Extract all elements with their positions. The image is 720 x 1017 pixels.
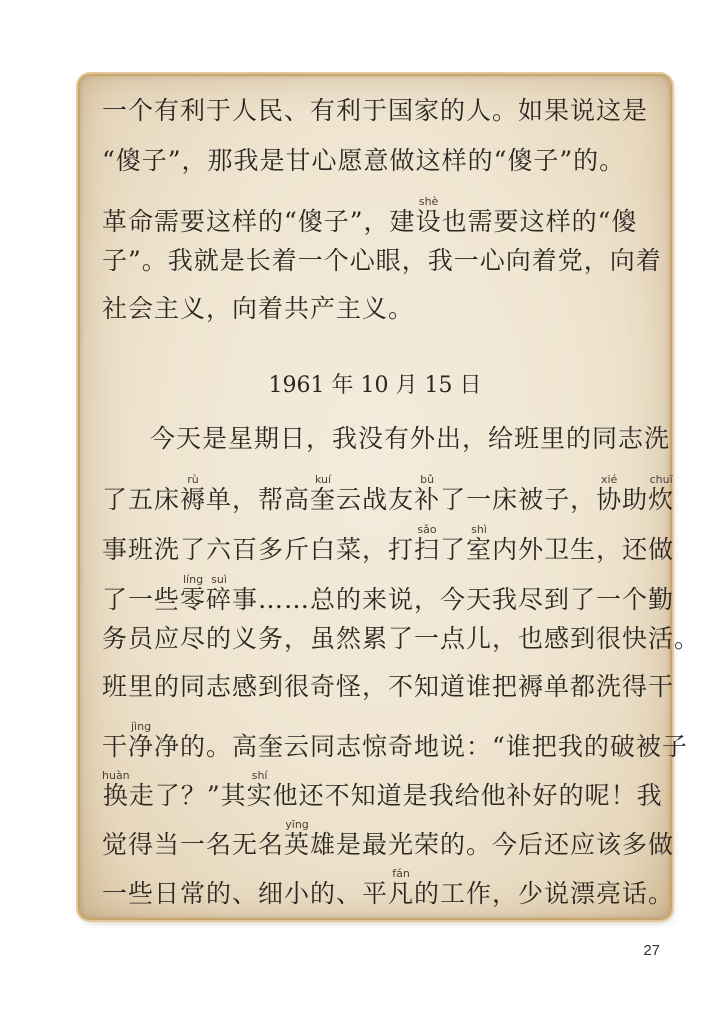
pinyin-label: rù: [180, 473, 207, 486]
pinyin-annotated-char: [206, 573, 233, 614]
text-segment: 一个有利于人民、有利于国家的人。如果说这是: [102, 96, 649, 125]
pinyin-label: shè: [415, 195, 442, 208]
text-segment: 务员应尽的义务，虽然累了一点儿，也感到很快活。: [102, 624, 701, 653]
text-line: [102, 146, 650, 176]
pinyin-annotated-char: [102, 769, 130, 810]
pinyin-annotated-char: [415, 195, 442, 236]
text-segment: 了一床被子，: [440, 485, 597, 514]
pinyin-label: yīng: [284, 818, 311, 831]
page-number: 27: [643, 942, 660, 959]
pinyin-annotated-char: [388, 867, 415, 908]
text-segment: 革命需要这样的“傻子”，建: [102, 207, 416, 236]
text-segment: 也需要这样的“傻: [441, 207, 638, 236]
pinyin-label: shí: [246, 769, 273, 782]
pinyin-label: sǎo: [414, 523, 441, 536]
pinyin-annotated-char: [180, 473, 207, 514]
text-segment: 社会主义，向着共产主义。: [102, 294, 415, 323]
annotated-character: 设: [415, 207, 442, 236]
text-segment: 觉得当一名无名: [102, 830, 285, 859]
pinyin-annotated-char: [596, 473, 623, 514]
text-segment: 走了？”其: [128, 781, 247, 810]
pinyin-annotated-char: [180, 573, 207, 614]
text-segment: 班里的同志感到很奇怪，不知道谁把褥单都洗得干: [102, 672, 675, 701]
text-line: [102, 424, 671, 454]
text-segment: 1961 年 10 月 15 日: [268, 373, 482, 398]
pinyin-annotated-char: [466, 523, 493, 564]
diary-date: [80, 371, 670, 401]
pinyin-label: suì: [206, 573, 233, 586]
text-line: [102, 818, 675, 860]
annotated-character: 炊: [648, 485, 675, 514]
annotated-character: 协: [596, 485, 623, 514]
pinyin-label: shì: [466, 523, 493, 536]
annotated-character: 换: [102, 781, 130, 810]
text-line: [102, 573, 675, 615]
annotated-character: 补: [414, 485, 441, 514]
text-segment: 了一些: [102, 585, 181, 614]
text-segment: 内外卫生，还做: [492, 535, 675, 564]
text-segment: 净的。高奎云同志惊奇地说：“谁把我的破被子: [154, 732, 688, 761]
pinyin-annotated-char: [246, 769, 273, 810]
pinyin-label: jìng: [128, 720, 155, 733]
text-segment: 了: [440, 535, 467, 564]
pinyin-annotated-char: [128, 720, 155, 761]
pinyin-annotated-char: [414, 523, 441, 564]
text-segment: 干: [102, 732, 129, 761]
text-segment: 事班洗了六百多斤白菜，打: [102, 535, 415, 564]
text-segment: 他还不知道是我给他补好的呢！我: [272, 781, 663, 810]
text-line: [102, 523, 675, 565]
pinyin-label: huàn: [102, 769, 130, 782]
text-segment: 的工作，少说漂亮话。: [414, 879, 675, 908]
text-line: [102, 294, 650, 324]
pinyin-annotated-char: [648, 473, 675, 514]
pinyin-label: chuī: [648, 473, 675, 486]
pinyin-label: xié: [596, 473, 623, 486]
pinyin-label: líng: [180, 573, 207, 586]
text-segment: 单，帮高: [206, 485, 311, 514]
annotated-character: 室: [466, 535, 493, 564]
text-line: [102, 769, 663, 811]
text-line: [102, 473, 675, 515]
text-line: [102, 867, 675, 909]
text-segment: 雄是最光荣的。今后还应该多做: [310, 830, 675, 859]
annotated-character: 实: [246, 781, 273, 810]
text-segment: 事……总的来说，今天我尽到了一个勤: [232, 585, 675, 614]
text-segment: 助: [622, 485, 649, 514]
pinyin-annotated-char: [284, 818, 311, 859]
annotated-character: 净: [128, 732, 155, 761]
annotated-character: 扫: [414, 535, 441, 564]
text-segment: 了五床: [102, 485, 181, 514]
text-line: [102, 246, 662, 276]
text-line: [102, 720, 688, 762]
annotated-character: 奎: [310, 485, 337, 514]
text-segment: 子”。我就是长着一个心眼，我一心向着党，向着: [102, 246, 662, 275]
text-segment: 今天是星期日，我没有外出，给班里的同志洗: [150, 424, 671, 453]
annotated-character: 碎: [206, 585, 233, 614]
text-segment: “傻子”，那我是甘心愿意做这样的“傻子”的。: [102, 146, 626, 175]
annotated-character: 褥: [180, 485, 207, 514]
diary-paper: [80, 76, 701, 918]
pinyin-label: fán: [388, 867, 415, 880]
annotated-character: 凡: [388, 879, 415, 908]
text-line: [102, 196, 650, 237]
text-line: [102, 672, 675, 702]
pinyin-annotated-char: [414, 473, 441, 514]
pinyin-label: bǔ: [414, 473, 441, 486]
annotated-character: 英: [284, 830, 311, 859]
pinyin-annotated-char: [310, 473, 337, 514]
annotated-character: 零: [180, 585, 207, 614]
pinyin-label: kuí: [310, 473, 337, 486]
text-segment: 一些日常的、细小的、平: [102, 879, 389, 908]
text-line: [102, 624, 701, 654]
text-line: [102, 96, 650, 126]
text-segment: 云战友: [336, 485, 415, 514]
